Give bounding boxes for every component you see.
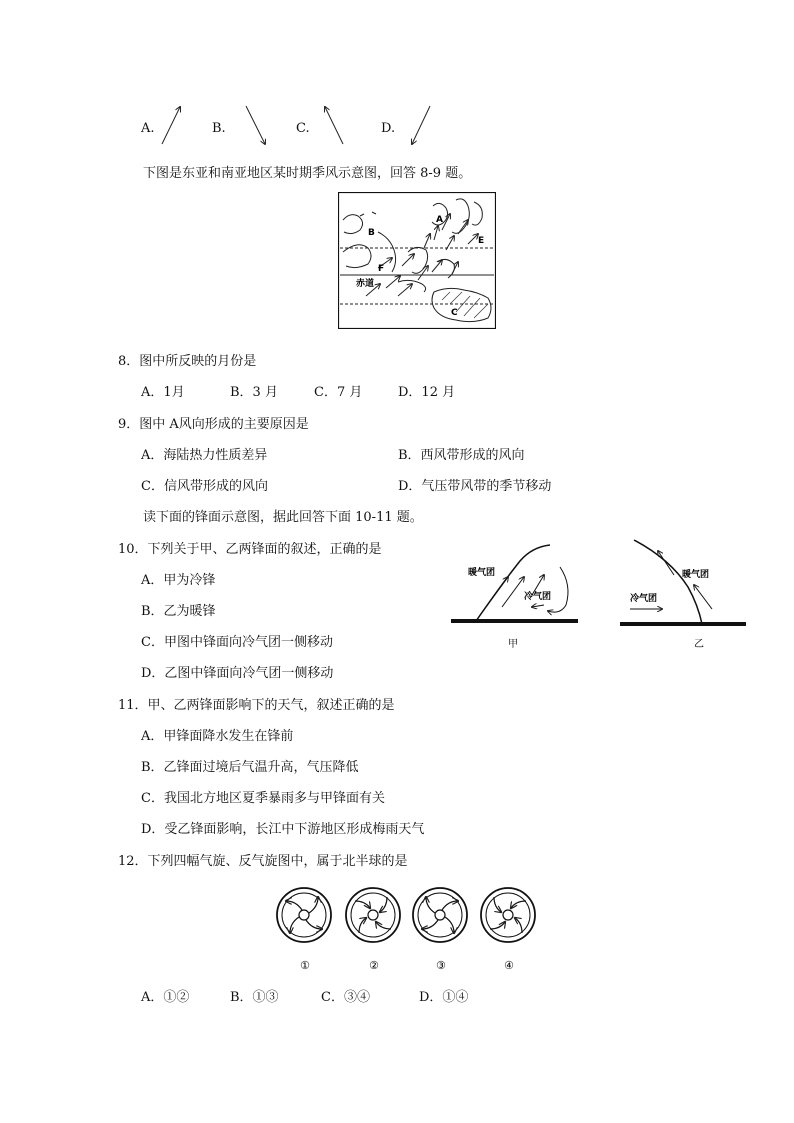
- q11-stem: 11．甲、乙两锋面影响下的天气，叙述正确的是: [118, 698, 395, 713]
- q10-option-a[interactable]: A．甲为冷锋: [141, 573, 216, 588]
- cyclone-3-icon: [413, 888, 467, 942]
- jia-caption: 甲: [508, 639, 518, 650]
- q11-option-a[interactable]: A．甲锋面降水发生在锋前: [141, 729, 294, 744]
- jia-cold-label: 冷气团: [524, 592, 552, 602]
- q10-option-d[interactable]: D．乙图中锋面向冷气团一侧移动: [141, 666, 334, 681]
- yi-caption: 乙: [694, 639, 704, 650]
- cyclone-label-3: ③: [436, 959, 446, 972]
- q12-stem: 12．下列四幅气旋、反气旋图中，属于北半球的是: [118, 854, 408, 869]
- q9-option-b[interactable]: B．西风带形成的风向: [398, 448, 525, 463]
- arrow-c-icon: [325, 107, 343, 144]
- map-label-e: E: [478, 236, 485, 246]
- map-label-b: B: [368, 228, 375, 238]
- q9-option-d[interactable]: D．气压带风带的季节移动: [398, 479, 552, 494]
- q8-option-d[interactable]: D．12 月: [398, 385, 456, 400]
- q11-option-b[interactable]: B．乙锋面过境后气温升高，气压降低: [141, 760, 359, 775]
- arrow-a-icon: [162, 107, 180, 144]
- q12-option-a[interactable]: A．①②: [141, 990, 190, 1005]
- q12-option-c[interactable]: C．③④: [321, 990, 370, 1005]
- q10-stem: 10．下列关于甲、乙两锋面的叙述，正确的是: [118, 542, 382, 557]
- q9-option-c[interactable]: C．信风带形成的风向: [141, 479, 268, 494]
- arrow-option-figures: [150, 100, 450, 150]
- cyclone-2-icon: [346, 888, 400, 942]
- q9-stem: 9．图中 A风向形成的主要原因是: [118, 417, 309, 432]
- cyclone-1-icon: [277, 888, 331, 942]
- q8-option-b[interactable]: B．3 月: [230, 385, 278, 400]
- cyclone-label-2: ②: [369, 959, 379, 972]
- q11-option-c[interactable]: C．我国北方地区夏季暴雨多与甲锋面有关: [141, 791, 385, 806]
- yi-warm-label: 暖气团: [682, 570, 710, 580]
- map-label-f: F: [378, 264, 385, 274]
- q8-option-a[interactable]: A．1月: [141, 385, 185, 400]
- equator-label: 赤道: [356, 279, 375, 289]
- arrow-option-b-label: B.: [212, 121, 226, 136]
- arrow-option-a-label: A.: [141, 121, 155, 136]
- monsoon-map: [338, 192, 496, 329]
- front-diagrams: [448, 535, 750, 653]
- cyclone-label-4: ④: [504, 959, 514, 972]
- yi-cold-label: 冷气团: [630, 594, 658, 604]
- arrow-option-d-label: D.: [381, 121, 396, 136]
- map-label-c: C: [451, 308, 458, 318]
- arrow-option-c-label: C.: [296, 121, 310, 136]
- cyclone-4-icon: [481, 888, 535, 942]
- intro-8-9: 下图是东亚和南亚地区某时期季风示意图，回答 8-9 题。: [143, 166, 472, 181]
- arrow-b-icon: [246, 106, 265, 144]
- q12-option-b[interactable]: B．①③: [230, 990, 279, 1005]
- q9-option-a[interactable]: A．海陆热力性质差异: [141, 448, 268, 463]
- q10-option-b[interactable]: B．乙为暖锋: [141, 604, 216, 619]
- cyclone-diagrams: [270, 884, 542, 974]
- front-yi-diagram: [620, 540, 746, 650]
- intro-10-11: 读下面的锋面示意图，据此回答下面 10-11 题。: [143, 510, 423, 525]
- q10-option-c[interactable]: C．甲图中锋面向冷气团一侧移动: [141, 635, 333, 650]
- q8-option-c[interactable]: C．7 月: [314, 385, 363, 400]
- jia-warm-label: 暖气团: [468, 568, 496, 578]
- arrow-d-icon: [412, 106, 430, 144]
- q8-stem: 8．图中所反映的月份是: [118, 354, 257, 369]
- q11-option-d[interactable]: D．受乙锋面影响，长江中下游地区形成梅雨天气: [141, 822, 425, 837]
- cyclone-label-1: ①: [300, 959, 310, 972]
- front-jia-diagram: [451, 545, 578, 650]
- map-label-a: A: [436, 215, 443, 225]
- q12-option-d[interactable]: D．①④: [419, 990, 469, 1005]
